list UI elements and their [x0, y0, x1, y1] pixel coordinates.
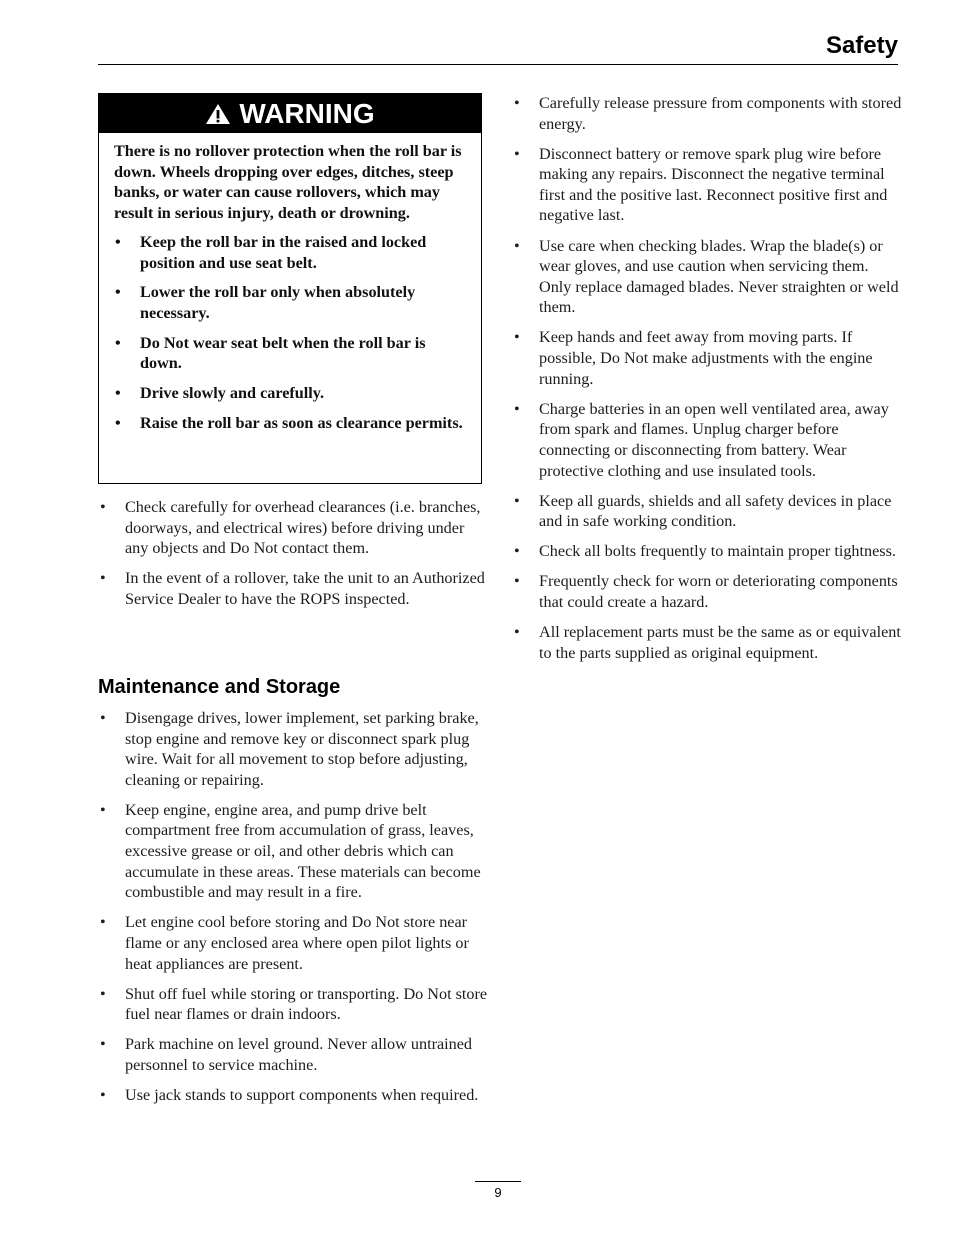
maintenance-bullet-list [98, 708, 490, 1115]
bullet-icon: • [514, 572, 520, 591]
list-item-text: Let engine cool before storing and Do Not store near flame or any enclosed area where open pilot lights or heat appliances are present. [125, 913, 469, 973]
warning-item [114, 383, 465, 404]
warning-item [114, 413, 465, 434]
list-item [98, 912, 490, 974]
warning-intro: There is no rollover protection when the roll bar is down. Wheels dropping over edges, ditches, steep banks, or water can cause rollovers, which may result in serious injury, death or drowning. [114, 142, 462, 222]
bullet-icon: • [115, 283, 121, 302]
bullet-icon: • [514, 542, 520, 561]
warning-item-text: Keep the roll bar in the raised and locked position and use seat belt. [140, 233, 427, 272]
bullet-icon: • [514, 236, 520, 255]
right-column-bullet-list [512, 93, 904, 673]
list-item-text: Use jack stands to support components when required. [125, 1086, 479, 1104]
list-item-text: Park machine on level ground. Never allow untrained personnel to service machine. [125, 1035, 473, 1074]
bullet-icon: • [100, 913, 106, 932]
list-item [512, 93, 904, 134]
list-item [512, 327, 904, 389]
page-title: Safety [825, 32, 898, 59]
list-item-text: Shut off fuel while storing or transporting. Do Not store fuel near flames or drain indoors. [125, 984, 488, 1024]
bullet-icon: • [100, 800, 106, 819]
warning-item-text: Lower the roll bar only when absolutely necessary. [140, 283, 416, 322]
header-rule [98, 64, 898, 65]
warning-box [98, 93, 482, 484]
warning-item-text: Do Not wear seat belt when the roll bar is down. [140, 333, 426, 373]
list-item [98, 568, 488, 609]
list-item [98, 708, 490, 790]
warning-body [99, 133, 481, 433]
warning-item-text: Drive slowly and carefully. [140, 383, 325, 402]
warning-item [114, 333, 465, 374]
list-item-text: Check all bolts frequently to maintain proper tightness. [539, 542, 896, 561]
list-item [512, 399, 904, 481]
bullet-icon: • [100, 984, 106, 1003]
bullet-icon: • [100, 709, 106, 727]
list-item [512, 541, 904, 562]
bullet-icon: • [514, 623, 520, 642]
rollover-bullet-list [98, 497, 488, 619]
bullet-icon: • [115, 413, 121, 432]
list-item-text: Use care when checking blades. Wrap the blade(s) or wear gloves, and use caution when servicing them. Only replace damaged blades. Never straighten or weld them. [539, 236, 899, 317]
list-item-text: Disconnect battery or remove spark plug wire before making any repairs. Disconnect the negative terminal first and the positive last. Reconnect positive first and negative last. [539, 144, 888, 225]
bullet-icon: • [514, 328, 520, 347]
warning-list [114, 232, 465, 433]
bullet-icon: • [100, 569, 106, 588]
warning-item-text: Raise the roll bar as soon as clearance permits. [140, 413, 463, 432]
bullet-icon: • [115, 333, 121, 352]
list-item [512, 491, 904, 532]
list-item-text: Carefully release pressure from components with stored energy. [539, 94, 902, 133]
list-item [98, 497, 488, 559]
list-item-text: Keep hands and feet away from moving parts. If possible, Do Not make adjustments with the engine running. [539, 328, 873, 388]
list-item [512, 236, 904, 318]
list-item-text: All replacement parts must be the same as or equivalent to the parts supplied as original equipment. [539, 623, 901, 662]
list-item [98, 1034, 490, 1075]
warning-title: WARNING [239, 97, 375, 129]
list-item [512, 571, 904, 612]
bullet-icon: • [100, 1086, 106, 1104]
bullet-icon: • [115, 233, 121, 251]
footer-rule [475, 1181, 521, 1182]
list-item [98, 800, 490, 903]
section-heading-maintenance: Maintenance and Storage [98, 676, 341, 698]
list-item-text: Check carefully for overhead clearances (i.e. branches, doorways, and electrical wires) before driving under any objects and Do Not contact them. [125, 498, 481, 558]
bullet-icon: • [514, 94, 520, 112]
bullet-icon: • [514, 399, 520, 418]
bullet-icon: • [115, 383, 121, 402]
list-item [512, 144, 904, 226]
bullet-icon: • [514, 491, 520, 510]
bullet-icon: • [100, 1035, 106, 1054]
bullet-icon: • [514, 144, 520, 163]
warning-triangle-icon [205, 103, 231, 125]
warning-header [99, 94, 481, 133]
warning-item [114, 282, 465, 323]
list-item [98, 984, 490, 1025]
warning-item [114, 232, 465, 273]
list-item [512, 622, 904, 663]
list-item-text: Charge batteries in an open well ventilated area, away from spark and flames. Unplug charger before connecting or disconnecting from battery. Wear protective clothing and use insulated tools. [539, 399, 889, 480]
list-item-text: Keep all guards, shields and all safety devices in place and in safe working condition. [539, 491, 892, 531]
list-item-text: Disengage drives, lower implement, set parking brake, stop engine and remove key or disconnect spark plug wire. Wait for all movement to stop before adjusting, cleaning or repairing. [125, 709, 479, 789]
page-number: 9 [494, 1185, 502, 1200]
bullet-icon: • [100, 498, 106, 516]
list-item-text: Frequently check for worn or deteriorating components that could create a hazard. [539, 572, 898, 611]
list-item-text: In the event of a rollover, take the unit to an Authorized Service Dealer to have the ROPS inspected. [125, 569, 485, 608]
list-item-text: Keep engine, engine area, and pump drive belt compartment free from accumulation of grass, leaves, excessive grease or oil, and other debris which can accumulate in these areas. These materials can become combustible and may result in a fire. [125, 800, 481, 902]
list-item [98, 1085, 490, 1106]
